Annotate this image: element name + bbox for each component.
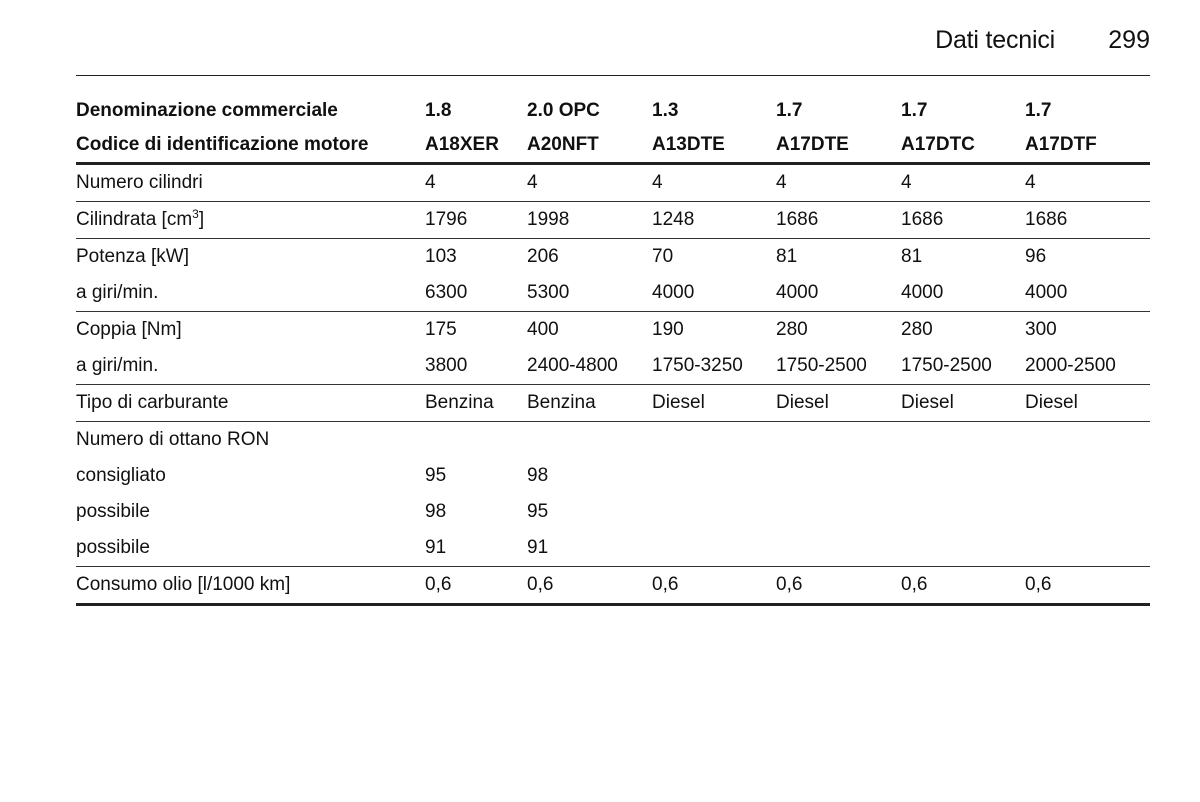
row-label: possibile bbox=[76, 530, 425, 567]
table-cell: Benzina bbox=[527, 385, 652, 422]
table-cell: 4000 bbox=[901, 275, 1025, 312]
table-cell: 91 bbox=[527, 530, 652, 567]
table-cell: 91 bbox=[425, 530, 527, 567]
header-cell: A17DTF bbox=[1025, 128, 1150, 164]
table-cell: 0,6 bbox=[527, 567, 652, 605]
header-cell: 1.7 bbox=[1025, 100, 1052, 121]
table-cell: 1998 bbox=[527, 202, 652, 239]
table-cell: 1750-3250 bbox=[652, 348, 776, 385]
page-number: 299 bbox=[1108, 26, 1150, 54]
table-cell: 175 bbox=[425, 319, 457, 340]
table-row-fuel-type bbox=[76, 385, 1150, 422]
header-cell: 1.8 bbox=[425, 100, 452, 121]
table-row-torque-rpm bbox=[76, 348, 1150, 385]
row-label: Numero cilindri bbox=[76, 164, 425, 202]
table-header-row-trade-name bbox=[76, 94, 1150, 128]
row-label: Potenza [kW] bbox=[76, 246, 189, 267]
row-label: possibile bbox=[76, 501, 150, 522]
table-cell: 4 bbox=[901, 164, 1025, 202]
table-row-torque bbox=[76, 312, 1150, 349]
row-label bbox=[76, 202, 425, 239]
table-cell: 95 bbox=[425, 465, 447, 486]
table-cell: 98 bbox=[527, 465, 549, 486]
table-cell: 206 bbox=[527, 246, 559, 267]
row-label: Denominazione commerciale bbox=[76, 100, 338, 121]
table-cell: 1750-2500 bbox=[901, 348, 1025, 385]
table-cell: Diesel bbox=[776, 385, 901, 422]
table-row-octane-possible bbox=[76, 530, 1150, 567]
table-header-row-engine-code bbox=[76, 128, 1150, 164]
row-label: Numero di ottano RON bbox=[76, 429, 270, 450]
table-cell: 1796 bbox=[425, 202, 527, 239]
table-row-displacement bbox=[76, 202, 1150, 239]
table-cell: 4000 bbox=[652, 275, 776, 312]
table-row-cylinders bbox=[76, 164, 1150, 202]
row-label: Tipo di carburante bbox=[76, 385, 425, 422]
table-cell: 95 bbox=[527, 501, 549, 522]
table-row-oil-consumption bbox=[76, 567, 1150, 605]
table-cell: 4 bbox=[527, 164, 652, 202]
table-cell: 81 bbox=[901, 246, 923, 267]
table-cell: 1750-2500 bbox=[776, 348, 901, 385]
table-cell: 4 bbox=[425, 164, 527, 202]
table-cell: 4 bbox=[776, 164, 901, 202]
table-cell: 300 bbox=[1025, 319, 1057, 340]
row-label: consigliato bbox=[76, 465, 166, 486]
table-row-power-rpm bbox=[76, 275, 1150, 312]
table-cell: 0,6 bbox=[1025, 567, 1150, 605]
table-cell: 70 bbox=[652, 246, 674, 267]
header-cell: 1.7 bbox=[901, 100, 928, 121]
table-cell: Benzina bbox=[425, 385, 527, 422]
table-cell: 190 bbox=[652, 319, 684, 340]
header-cell: 2.0 OPC bbox=[527, 100, 600, 121]
table-cell: Diesel bbox=[1025, 385, 1150, 422]
header-divider bbox=[76, 75, 1150, 76]
row-label: Coppia [Nm] bbox=[76, 319, 182, 340]
table-cell: 0,6 bbox=[776, 567, 901, 605]
header-cell: 1.7 bbox=[776, 100, 803, 121]
table-cell: 6300 bbox=[425, 275, 527, 312]
unit-superscript: 3 bbox=[192, 207, 199, 221]
table-cell: 0,6 bbox=[652, 567, 776, 605]
table-row-octane-recommended bbox=[76, 458, 1150, 494]
table-cell: 4000 bbox=[1025, 275, 1150, 312]
table-cell: 1686 bbox=[1025, 202, 1150, 239]
table-cell: 4 bbox=[1025, 164, 1150, 202]
table-cell: 0,6 bbox=[901, 567, 1025, 605]
table-cell: 1686 bbox=[776, 202, 901, 239]
table-cell: 4000 bbox=[776, 275, 901, 312]
row-label: a giri/min. bbox=[76, 275, 425, 312]
header-cell: A17DTE bbox=[776, 128, 901, 164]
table-cell: 280 bbox=[776, 319, 808, 340]
table-cell: 400 bbox=[527, 319, 559, 340]
table-cell: 96 bbox=[1025, 246, 1047, 267]
header-cell: A13DTE bbox=[652, 128, 776, 164]
table-row-octane bbox=[76, 422, 1150, 459]
table-cell: 2000-2500 bbox=[1025, 348, 1150, 385]
table-cell: 98 bbox=[425, 501, 447, 522]
table-cell: 4 bbox=[652, 164, 776, 202]
table-cell: Diesel bbox=[652, 385, 776, 422]
table-cell: 81 bbox=[776, 246, 798, 267]
table-cell: 280 bbox=[901, 319, 933, 340]
section-title: Dati tecnici bbox=[935, 26, 1055, 54]
table-row-power bbox=[76, 239, 1150, 276]
page-header bbox=[76, 24, 1150, 56]
row-label: Codice di identificazione motore bbox=[76, 128, 425, 164]
row-label: Consumo olio [l/1000 km] bbox=[76, 567, 425, 605]
row-label-text: Cilindrata [cm bbox=[76, 209, 193, 230]
row-label: a giri/min. bbox=[76, 348, 425, 385]
header-cell: A17DTC bbox=[901, 128, 1025, 164]
table-row-octane-possible bbox=[76, 494, 1150, 530]
engine-spec-table bbox=[76, 94, 1150, 606]
table-cell: 1248 bbox=[652, 202, 776, 239]
table-cell: 103 bbox=[425, 246, 457, 267]
row-label-suffix: ] bbox=[198, 209, 205, 230]
table-cell: 2400-4800 bbox=[527, 348, 652, 385]
table-cell: 1686 bbox=[901, 202, 1025, 239]
header-cell: 1.3 bbox=[652, 100, 679, 121]
table-cell: 5300 bbox=[527, 275, 652, 312]
table-cell: 0,6 bbox=[425, 567, 527, 605]
table-cell: Diesel bbox=[901, 385, 1025, 422]
header-cell: A20NFT bbox=[527, 128, 652, 164]
header-cell: A18XER bbox=[425, 128, 527, 164]
table-cell: 3800 bbox=[425, 348, 527, 385]
